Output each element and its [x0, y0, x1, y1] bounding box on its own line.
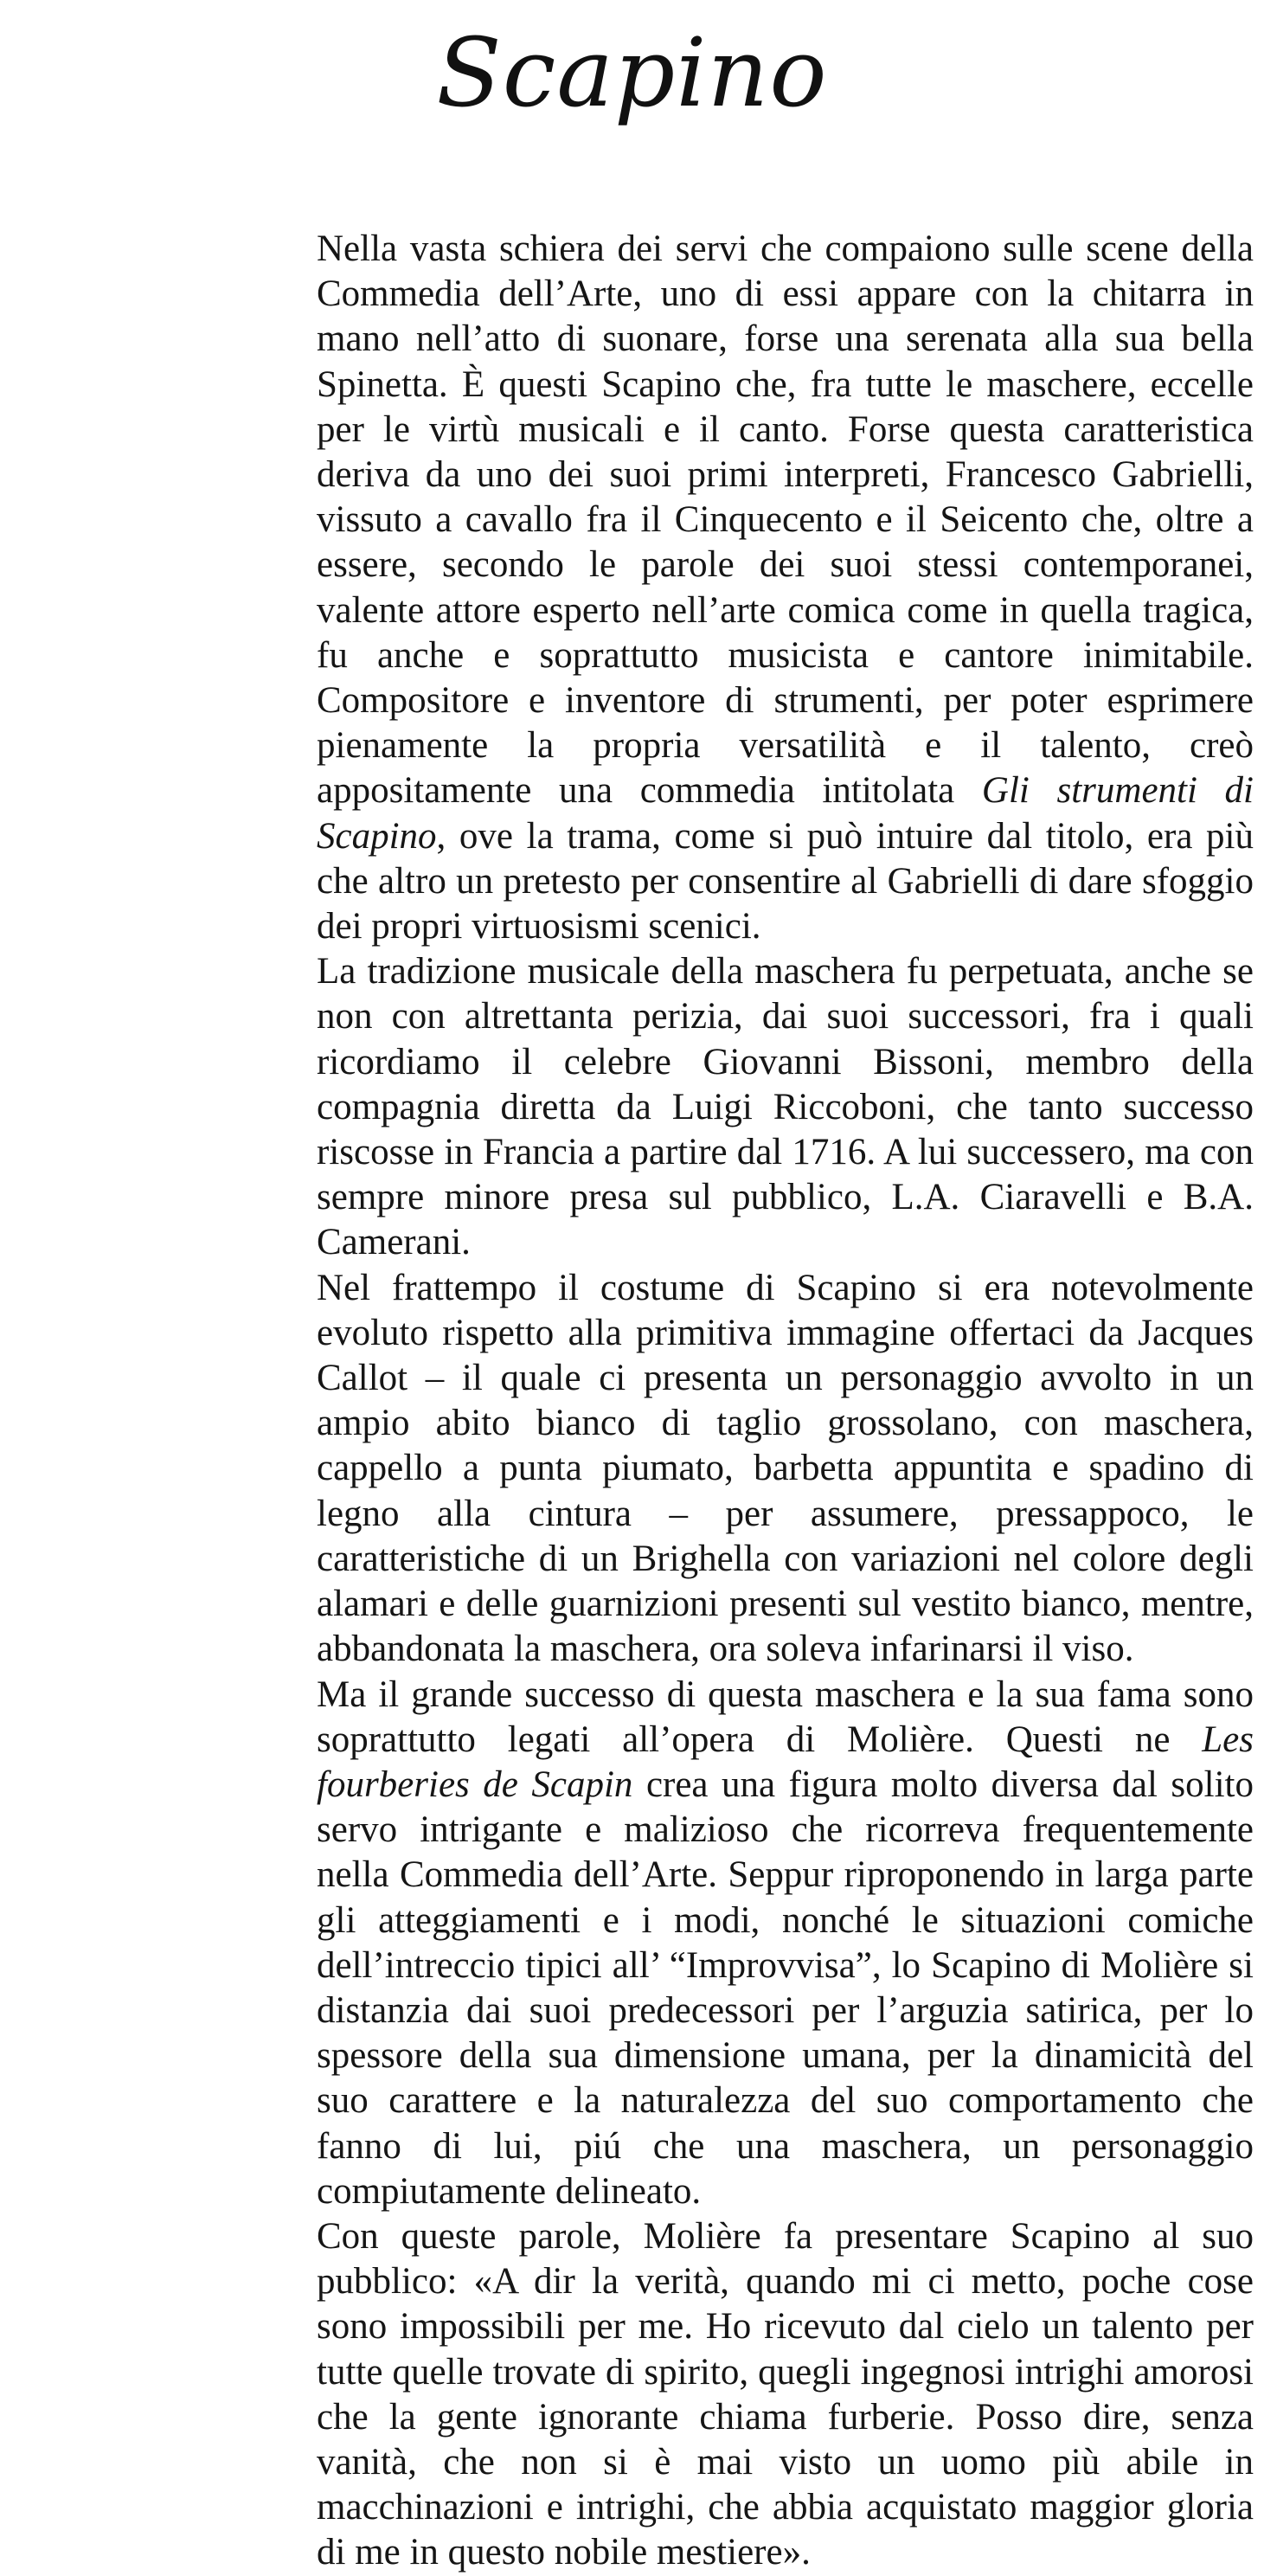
text-run: , ove la trama, come si può intuire dal titolo, era più che altro un pretesto per consentire al Gabrielli di dare sfoggio dei propri virtuosismi scenici.	[317, 815, 1254, 948]
paragraph	[317, 1673, 1254, 2214]
paragraph	[317, 949, 1254, 1265]
page-title: Scapino	[436, 17, 828, 128]
paragraph	[317, 2214, 1254, 2576]
text-run: Con queste parole, Molière fa presentare Scapino al suo pubblico: «A dir la verità, quando mi ci metto, poche cose sono impossibili per me. Ho ricevuto dal cielo un talento per tutte quelle trovate di spirito, quegli ingegnosi intrighi amorosi che la gente ignorante chiama furberie. Posso dire, senza vanità, che non si è mai visto un uomo più abile in macchinazioni e intrighi, che abbia acquistato maggior gloria di me in questo nobile mestiere».	[317, 2215, 1254, 2573]
text-run: crea una figura molto diversa dal solito servo intrigante e malizioso che ricorreva frequentemente nella Commedia dell’Arte. Seppur riproponendo in larga parte gli atteggiamenti e i modi, nonché le situazioni comiche dell’intreccio tipici all’ “Improvvisa”, lo Scapino di Molière si distanzia dai suoi predecessori per l’arguzia satirica, per lo spessore della sua dimensione umana, per la dinamicità del suo carattere e la naturalezza del suo comportamento che fanno di lui, piú che una maschera, un personaggio compiutamente delineato.	[317, 1763, 1254, 2212]
text-run: Nella vasta schiera dei servi che compaiono sulle scene della Commedia dell’Arte, uno di essi appare con la chitarra in mano nell’atto di suonare, forse una serenata alla sua bella Spinetta. È questi Scapino che, fra tutte le maschere, eccelle per le virtù musicali e il canto. Forse questa caratteristica deriva da uno dei suoi primi interpreti, Francesco Gabrielli, vissuto a cavallo fra il Cinquecento e il Seicento che, oltre a essere, secondo le parole dei suoi stessi contemporanei, valente attore esperto nell’arte comica come in quella tragica, fu anche e soprattutto musicista e cantore inimitabile. Compositore e inventore di strumenti, per poter esprimere pienamente la propria versatilità e il talento, creò appositamente una commedia intitolata	[317, 228, 1254, 812]
text-run: La tradizione musicale della maschera fu perpetuata, anche se non con altrettanta perizia, dai suoi successori, fra i quali ricordiamo il celebre Giovanni Bissoni, membro della compagnia diretta da Luigi Riccoboni, che tanto successo riscosse in Francia a partire dal 1716. A lui successero, ma con sempre minore presa sul pubblico, L.A. Ciaravelli e B.A. Camerani.	[317, 951, 1254, 1263]
paragraph	[317, 1266, 1254, 1673]
body-text	[317, 227, 1254, 2576]
italic-title-run: Gli strumenti di Scapino	[317, 770, 1254, 857]
italic-title-run: Les fourberies de Scapin	[317, 1718, 1254, 1805]
text-run: Nel frattempo il costume di Scapino si era notevolmente evoluto rispetto alla primitiva immagine offertaci da Jacques Callot – il quale ci presenta un personaggio avvolto in un ampio abito bianco di taglio grossolano, con maschera, cappello a punta piumato, barbetta appuntita e spadino di legno alla cintura – per assumere, pressappoco, le caratteristiche di un Brighella con variazioni nel colore degli alamari e delle guarnizioni presenti sul vestito bianco, mentre, abbandonata la maschera, ora soleva infarinarsi il viso.	[317, 1267, 1254, 1670]
text-run: Ma il grande successo di questa maschera e la sua fama sono soprattutto legati all’opera di Molière. Questi ne	[317, 1673, 1254, 1760]
paragraph	[317, 227, 1254, 949]
